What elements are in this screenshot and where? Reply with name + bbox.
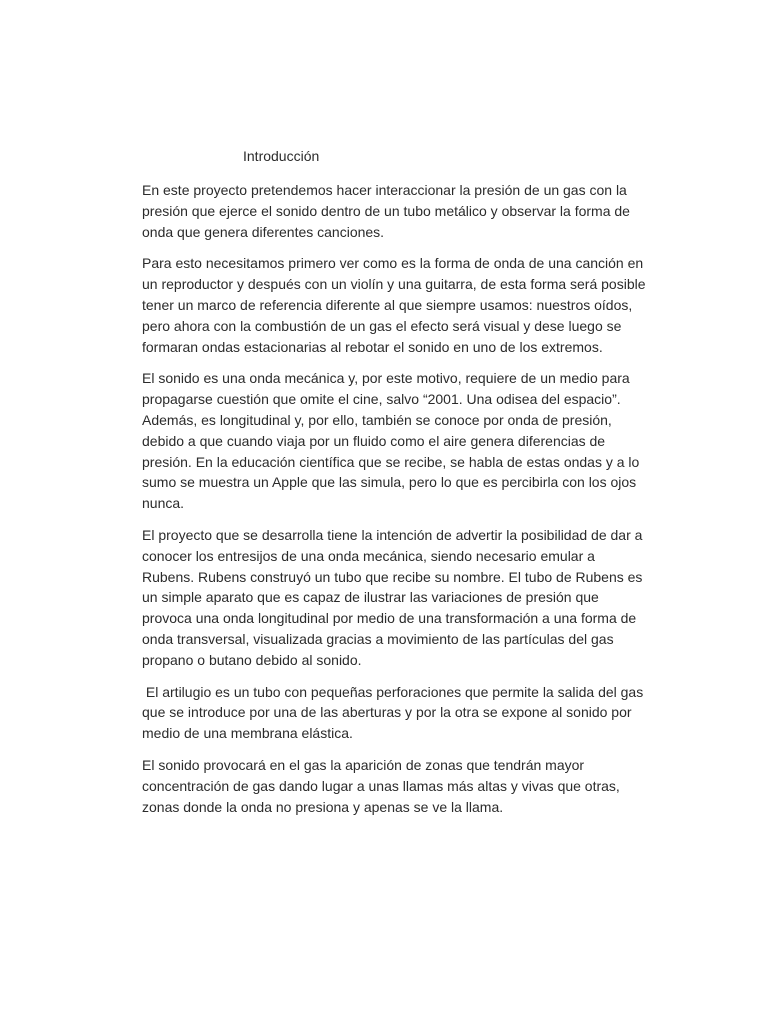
paragraph-method: Para esto necesitamos primero ver como es la forma de onda de una canción en un reproductor y después con un violín y una guitarra, de esta forma será posible tener un marco de referencia diferente al que siempre usamos: nuestros oídos, pero ahora con la combustión de un gas el efecto será visual y dese luego se formaran ondas estacionarias al rebotar el sonido en uno de los extremos.	[142, 255, 650, 355]
paragraph-intro: En este proyecto pretendemos hacer interaccionar la presión de un gas con la presión que ejerce el sonido dentro de un tubo metálico y observar la forma de onda que genera diferentes canciones.	[142, 182, 634, 240]
paragraph-rubens-tube: El proyecto que se desarrolla tiene la intención de advertir la posibilidad de dar a conocer los entresijos de una onda mecánica, siendo necesario emular a Rubens. Rubens construyó un tubo que recibe su nombre. El tubo de Rubens es un simple aparato que es capaz de ilustrar las variaciones de presión que provoca una onda longitudinal por medio de una transformación a una forma de onda transversal, visualizada gracias a movimiento de las partículas del gas propano o butano debido al sonido.	[142, 526, 647, 668]
paragraph-flames: El sonido provocará en el gas la aparición de zonas que tendrán mayor concentración de gas dando lugar a unas llamas más altas y vivas que otras, zonas donde la onda no presiona y apenas se ve la llama.	[142, 756, 624, 815]
paragraph-sound-wave: El sonido es una onda mecánica y, por este motivo, requiere de un medio para propagarse cuestión que omite el cine, salvo “2001. Una odisea del espacio”. Además, es longitudinal y, por ello, también se conoce por onda de presión, debido a que cuando viaja por un fluido como el aire genera diferencias de presión. En la educación científica que se recibe, se habla de estas ondas y a lo sumo se muestra un Apple que las simula, pero lo que es percibirla con los ojos nunca.	[142, 370, 644, 512]
paragraph-device: El artilugio es un tubo con pequeñas perforaciones que permite la salida del gas que se introduce por una de las aberturas y por la otra se expone al sonido por medio de una membrana elástica.	[142, 683, 648, 742]
document-title: Introducción	[243, 148, 320, 164]
document-body	[142, 180, 650, 828]
